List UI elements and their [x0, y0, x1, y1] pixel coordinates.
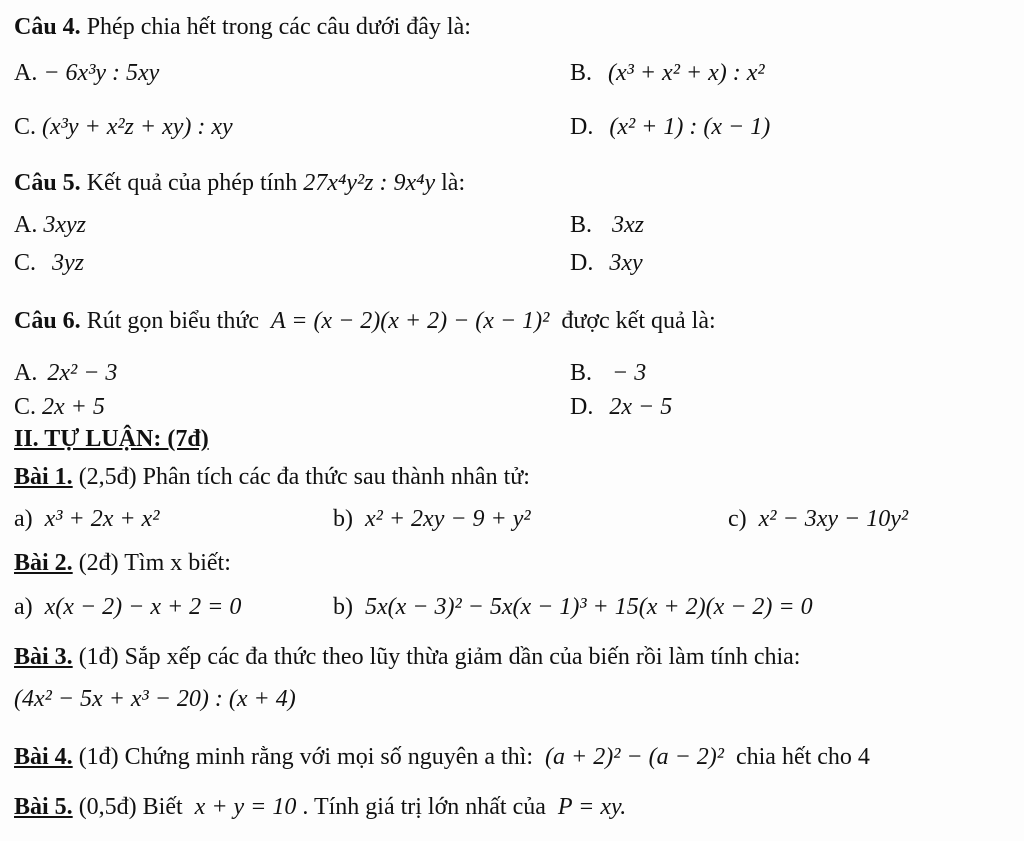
q4-option-b — [570, 58, 765, 88]
option-value: 3xy — [609, 250, 643, 276]
bai1-part-a — [14, 504, 159, 534]
q4-heading: Câu 4. — [14, 14, 81, 40]
q6-stem — [14, 306, 716, 336]
q5-text: Kết quả của phép tính — [86, 170, 298, 196]
q5-stem — [14, 168, 465, 198]
option-value: (x² + 1) : (x − 1) — [609, 114, 771, 140]
bai2-part-b — [333, 592, 813, 622]
q4-stem — [14, 12, 471, 42]
q5-option-c — [14, 248, 84, 278]
bai4-text-after: chia hết cho 4 — [735, 744, 870, 770]
option-label: B. — [570, 212, 593, 238]
q6-option-d — [570, 392, 672, 422]
q5-option-a — [14, 210, 86, 240]
bai1-text: (2,5đ) Phân tích các đa thức sau thành nhân tử: — [78, 464, 530, 490]
q5-option-b — [570, 210, 644, 240]
section-title: II. TỰ LUẬN: (7đ) — [14, 426, 209, 452]
option-label: B. — [570, 360, 593, 386]
bai1-heading: Bài 1. — [14, 464, 73, 490]
bai5-text: (0,5đ) Biết — [78, 794, 183, 820]
q4-option-a — [14, 58, 159, 88]
bai2-stem — [14, 548, 231, 578]
q4-option-c — [14, 112, 233, 142]
bai3-text: (1đ) Sắp xếp các đa thức theo lũy thừa giảm dần của biến rồi làm tính chia: — [78, 644, 801, 670]
q6-expression: A = (x − 2)(x + 2) − (x − 1)² — [271, 308, 550, 334]
option-label: D. — [570, 114, 594, 140]
option-value: 2x + 5 — [42, 394, 105, 420]
part-expression: 5x(x − 3)² − 5x(x − 1)³ + 15(x + 2)(x − 2) = 0 — [365, 594, 813, 620]
part-expression: x² + 2xy − 9 + y² — [365, 506, 531, 532]
q5-text-after: là: — [441, 170, 466, 196]
option-value: 3xz — [612, 212, 645, 238]
bai2-part-a — [14, 592, 241, 622]
option-label: B. — [570, 60, 593, 86]
bai3-stem — [14, 642, 800, 672]
q6-option-b — [570, 358, 646, 388]
option-value: (x³ + x² + x) : x² — [608, 60, 765, 86]
option-value: 3xyz — [43, 212, 86, 238]
bai5-expression-2: P = xy. — [557, 794, 627, 820]
q5-option-d — [570, 248, 643, 278]
part-expression: x(x − 2) − x + 2 = 0 — [44, 594, 242, 620]
option-value: − 3 — [612, 360, 647, 386]
option-label: D. — [570, 394, 594, 420]
option-label: C. — [14, 250, 37, 276]
part-label: c) — [728, 506, 747, 532]
part-label: b) — [333, 506, 353, 532]
q6-option-c — [14, 392, 105, 422]
q5-heading: Câu 5. — [14, 170, 81, 196]
bai1-part-b — [333, 504, 531, 534]
option-value: 2x² − 3 — [47, 360, 118, 386]
q6-text: Rút gọn biểu thức — [86, 308, 260, 334]
bai5-text-mid: . Tính giá trị lớn nhất của — [302, 794, 546, 820]
bai3-heading: Bài 3. — [14, 644, 73, 670]
option-label: C. — [14, 394, 37, 420]
option-label: D. — [570, 250, 594, 276]
bai5-expression-1: x + y = 10 — [194, 794, 297, 820]
option-label: A. — [14, 360, 38, 386]
bai1-part-c — [728, 504, 908, 534]
option-label: A. — [14, 60, 38, 86]
option-value: − 6x³y : 5xy — [43, 60, 160, 86]
bai3-expression: (4x² − 5x + x³ − 20) : (x + 4) — [14, 686, 296, 712]
part-expression: x² − 3xy − 10y² — [758, 506, 909, 532]
bai5-stem — [14, 792, 626, 822]
part-label: a) — [14, 594, 33, 620]
q4-text: Phép chia hết trong các câu dưới đây là: — [86, 14, 471, 40]
bai1-stem — [14, 462, 530, 492]
option-value: (x³y + x²z + xy) : xy — [42, 114, 233, 140]
bai4-expression: (a + 2)² − (a − 2)² — [545, 744, 724, 770]
option-label: C. — [14, 114, 37, 140]
option-value: 2x − 5 — [609, 394, 673, 420]
option-label: A. — [14, 212, 38, 238]
bai4-stem — [14, 742, 870, 772]
part-label: a) — [14, 506, 33, 532]
option-value: 3yz — [52, 250, 85, 276]
q5-expression: 27x⁴y²z : 9x⁴y — [303, 170, 436, 196]
bai2-heading: Bài 2. — [14, 550, 73, 576]
part-label: b) — [333, 594, 353, 620]
part-expression: x³ + 2x + x² — [44, 506, 160, 532]
q6-heading: Câu 6. — [14, 308, 81, 334]
q6-option-a — [14, 358, 117, 388]
bai4-heading: Bài 4. — [14, 744, 73, 770]
bai4-text: (1đ) Chứng minh rằng với mọi số nguyên a thì: — [78, 744, 534, 770]
q4-option-d — [570, 112, 770, 142]
bai5-heading: Bài 5. — [14, 794, 73, 820]
q6-text-after: được kết quả là: — [561, 308, 716, 334]
bai2-text: (2đ) Tìm x biết: — [78, 550, 231, 576]
